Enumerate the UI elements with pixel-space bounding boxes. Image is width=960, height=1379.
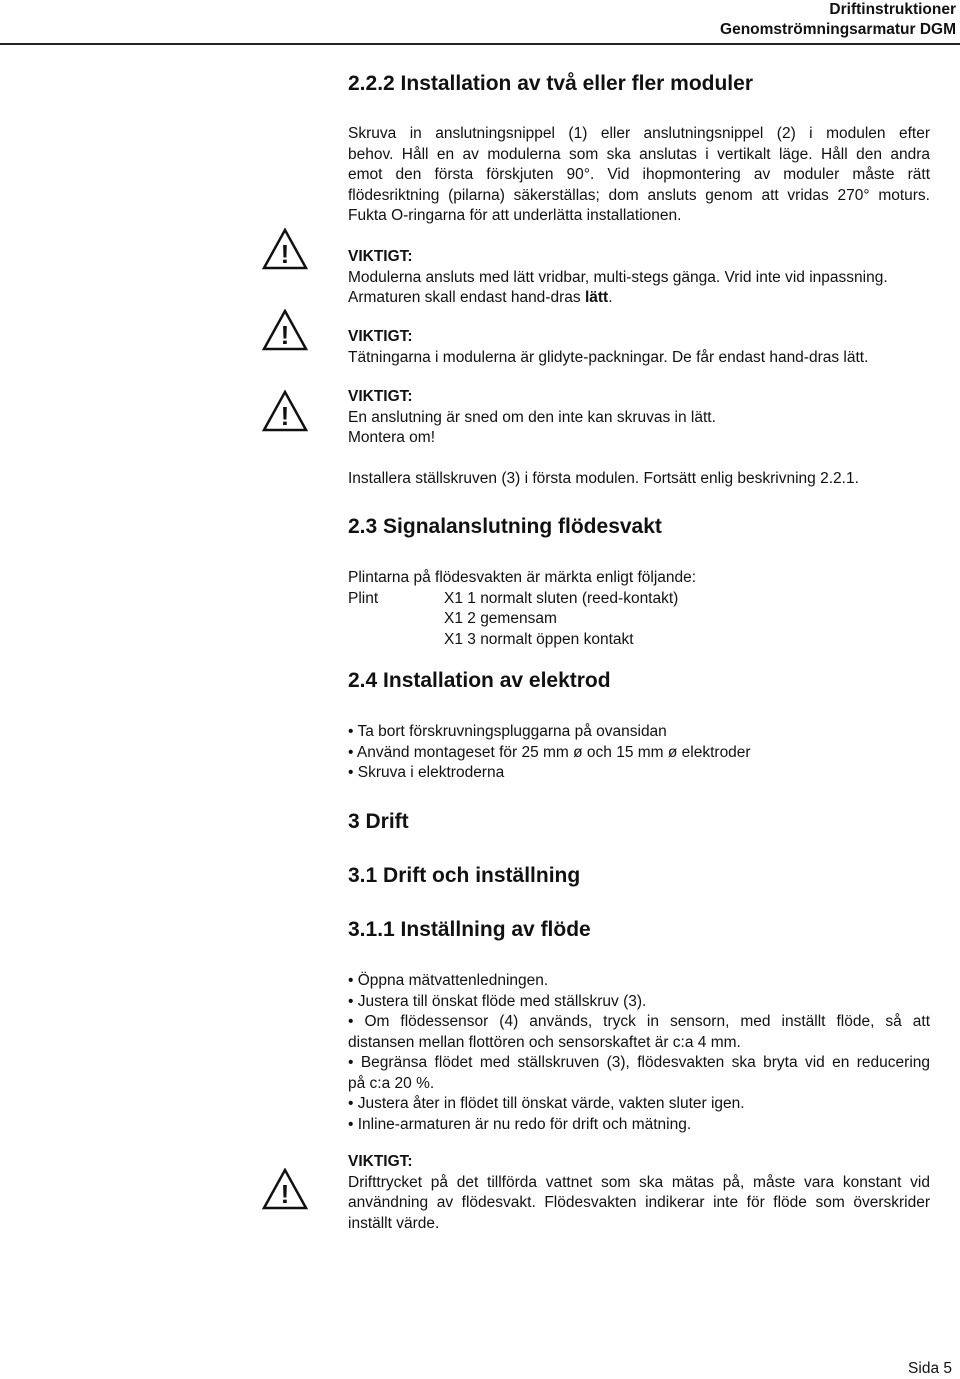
body-line: emot den första förskjuten 90°. Vid ihopmontering av moduler måste rätt [348, 166, 930, 183]
section-title-2-3: 2.3 Signalanslutning flödesvakt [348, 515, 662, 538]
body-line: Fukta O-ringarna för att underlätta installationen. [348, 207, 682, 224]
section-title-3-1: 3.1 Drift och inställning [348, 864, 581, 887]
warning-text: Montera om! [348, 429, 436, 446]
header-subtitle: Genomströmningsarmatur DGM [720, 21, 956, 38]
list-item: • Justera åter in flödet till önskat värde, vakten sluter igen. [348, 1095, 745, 1112]
warning-text: Modulerna ansluts med lätt vridbar, multi-stegs gänga. Vrid inte vid inpassning. [348, 268, 888, 286]
warning-note-3 [348, 387, 930, 449]
section-title-3-1-1: 3.1.1 Inställning av flöde [348, 918, 591, 941]
electrode-bullet-list [348, 722, 930, 784]
list-item: • Om flödessensor (4) används, tryck in sensorn, med inställt flöde, så att [348, 1013, 931, 1030]
page-number: Sida 5 [908, 1360, 952, 1377]
warning-text: Tätningarna i modulerna är glidyte-packningar. De får endast hand-dras lätt. [348, 348, 869, 366]
warning-note-2 [348, 327, 930, 368]
list-item: • Justera till önskat flöde med ställskruv (3). [348, 992, 647, 1010]
svg-text:!: ! [280, 320, 290, 350]
body-line: Skruva in anslutningsnippel (1) eller anslutningsnippel (2) i modulen efter [348, 125, 930, 142]
warning-note-1 [348, 247, 930, 309]
flow-setting-list [348, 971, 930, 1135]
svg-text:!: ! [280, 401, 290, 431]
terminal-description [348, 568, 930, 650]
warning-triangle-icon [262, 390, 308, 432]
list-item: • Använd montageset för 25 mm ø och 15 mm ø elektroder [348, 743, 751, 761]
terminal-row: X1 3 normalt öppen kontakt [444, 630, 634, 648]
section-title-2-2-2: 2.2.2 Installation av två eller fler moduler [348, 72, 753, 95]
svg-text:!: ! [280, 1179, 290, 1209]
terminal-row: X1 2 gemensam [444, 610, 557, 627]
list-item: • Öppna mätvattenledningen. [348, 972, 549, 989]
list-item-continuation: distansen mellan flottören och sensorskaftet är c:a 4 mm. [348, 1033, 741, 1051]
list-item: • Ta bort förskruvningspluggarna på ovansidan [348, 723, 667, 740]
warning-text: En anslutning är sned om den inte kan skruvas in lätt. [348, 408, 716, 426]
document-header [720, 0, 956, 40]
warning-label: VIKTIGT: [348, 1153, 413, 1170]
warning-label: VIKTIGT: [348, 248, 413, 265]
warning-text: Armaturen skall endast hand-dras lätt. [348, 289, 613, 306]
list-item: • Begränsa flödet med ställskruven (3), flödesvakten ska bryta vid en reducering [348, 1054, 930, 1071]
terminal-intro: Plintarna på flödesvakten är märkta enligt följande: [348, 569, 697, 586]
section-2-2-2-body [348, 124, 930, 227]
install-setscrew-text: Installera ställskruven (3) i första modulen. Fortsätt enlig beskrivning 2.2.1. [348, 470, 859, 487]
list-item-continuation: på c:a 20 %. [348, 1074, 435, 1092]
warning-label: VIKTIGT: [348, 328, 413, 345]
section-title-2-4: 2.4 Installation av elektrod [348, 669, 611, 692]
warning-text: inställt värde. [348, 1214, 440, 1232]
section-title-3: 3 Drift [348, 810, 409, 833]
warning-triangle-icon [262, 1168, 308, 1210]
terminal-row: Plint X1 1 normalt sluten (reed-kontakt) [348, 589, 679, 607]
warning-triangle-icon [262, 309, 308, 351]
warning-text: Drifttrycket på det tillförda vattnet som ska mätas på, måste vara konstant vid [348, 1173, 930, 1191]
header-title: Driftinstruktioner [829, 1, 956, 18]
body-line: flödesriktning (pilarna) säkerställas; dom ansluts genom att vridas 270° moturs. [348, 186, 930, 204]
warning-note-4 [348, 1152, 930, 1234]
body-line: behov. Håll en av modulerna som ska anslutas i vertikalt läge. Håll den andra [348, 145, 930, 163]
list-item: • Inline-armaturen är nu redo för drift och mätning. [348, 1115, 692, 1133]
svg-text:!: ! [280, 239, 290, 269]
header-rule [0, 43, 960, 45]
warning-triangle-icon [262, 228, 308, 270]
list-item: • Skruva i elektroderna [348, 764, 505, 781]
warning-text: användning av flödesvakt. Flödesvakten indikerar inte för flöde som överskrider [348, 1194, 930, 1211]
warning-label: VIKTIGT: [348, 388, 413, 405]
